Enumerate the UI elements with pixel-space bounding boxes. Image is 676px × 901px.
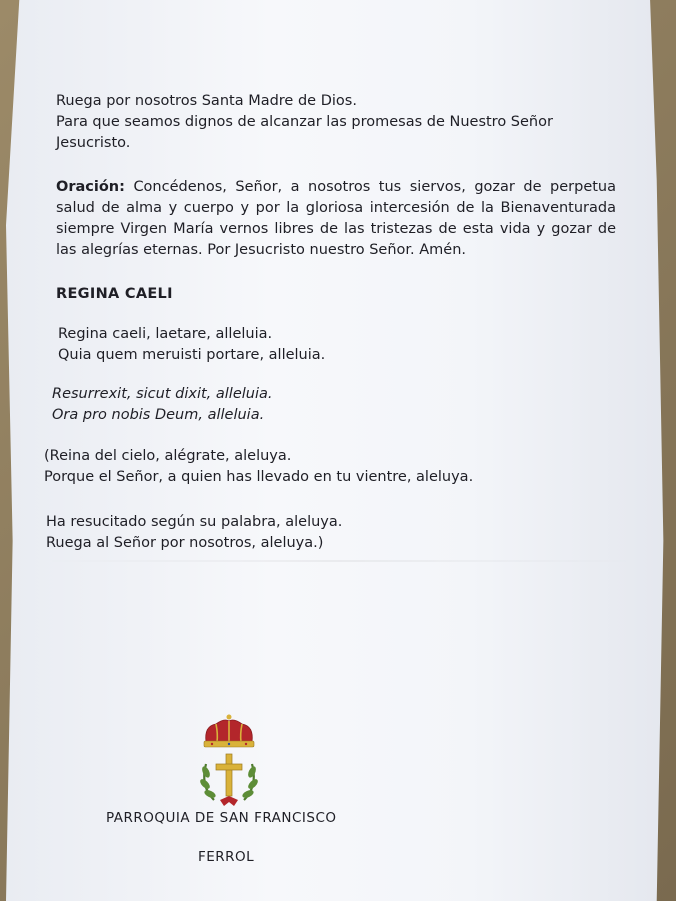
spanish-stanza-1 [44, 446, 473, 488]
latin-line-3: Resurrexit, sicut dixit, alleluia. [52, 386, 273, 402]
cross-icon [216, 754, 242, 796]
parish-emblem [194, 712, 264, 812]
intro-block [56, 91, 553, 154]
prayer-block [56, 177, 616, 261]
section-title: REGINA CAELI [56, 286, 173, 302]
intro-line-1: Ruega por nosotros Santa Madre de Dios. [56, 93, 357, 109]
spanish-line-4: Ruega al Señor por nosotros, aleluya.) [46, 535, 324, 551]
spanish-line-1: (Reina del cielo, alégrate, aleluya. [44, 448, 292, 464]
latin-line-4: Ora pro nobis Deum, alleluia. [52, 407, 265, 423]
latin-stanza-2 [52, 384, 273, 426]
prayer-body: Concédenos, Señor, a nosotros tus siervos, gozar de perpetua salud de alma y cuerpo y por la gloriosa intercesión de la Bienaventurada siempre Virgen María vernos libres de las tristezas de esta vida y gozar de las alegrías eternas. Por Jesucristo nuestro Señor. Amén. [56, 179, 617, 258]
spanish-line-2: Porque el Señor, a quien has llevado en tu vientre, aleluya. [44, 469, 474, 485]
prayer-label: Oración: [56, 179, 125, 195]
intro-line-3: Jesucristo. [56, 135, 131, 151]
latin-line-2: Quia quem meruisti portare, alleluia. [58, 347, 326, 363]
intro-line-2: Para que seamos dignos de alcanzar las promesas de Nuestro Señor [56, 114, 553, 130]
spanish-stanza-2 [46, 512, 342, 554]
parish-name: PARROQUIA DE SAN FRANCISCO [106, 810, 337, 826]
latin-line-1: Regina caeli, laetare, alleluia. [58, 326, 273, 342]
spanish-line-3: Ha resucitado según su palabra, aleluya. [46, 514, 343, 530]
parish-city: FERROL [198, 849, 255, 865]
crown-icon [204, 715, 254, 748]
latin-stanza-1 [58, 324, 325, 366]
paper-crease [40, 560, 640, 562]
